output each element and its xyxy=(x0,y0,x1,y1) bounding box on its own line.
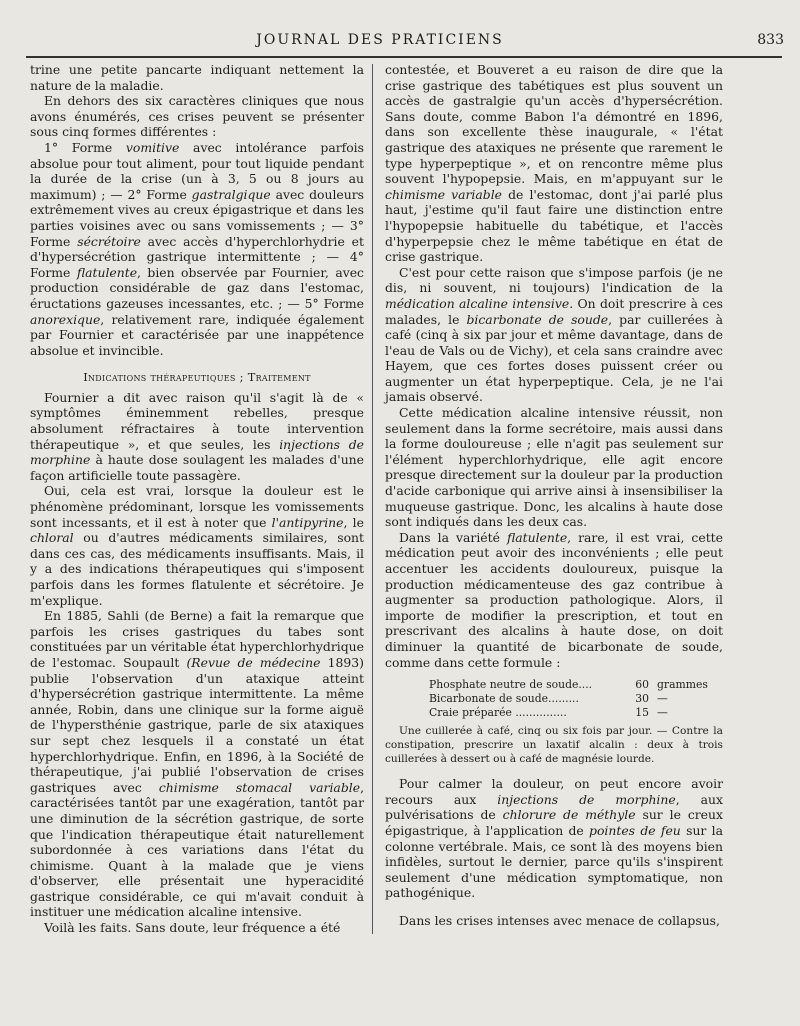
paragraph: contestée, et Bouveret a eu raison de dire que la crise gastrique des tabétiques est plus souvent un accès de gastralgie qu'un accès d'hypersécrétion. Sans doute, comme Babon l'a démontré en 1896, dans son excellente thèse inaugurale, « l'état gastrique des ataxiques ne présente que rarement le type hyperpeptique », et on rencontre même plus souvent l'hypopepsie. Mais, en m'appuyant sur le chimisme variable de l'estomac, dont j'ai parlé plus haut, j'estime qu'il faut faire une distinction entre l'hypopepsie habituelle du tabétique, et l'accès d'hyperpepsie chez le même tabétique en état de crise gastrique. xyxy=(385,62,723,265)
section-heading: Indications thérapeutiques ; Traitement xyxy=(83,370,311,385)
paragraph: Oui, cela est vrai, lorsque la douleur est le phénomène prédominant, lorsque les vomissements sont incessants, et il est à noter que l'antipyrine, le chloral ou d'autres médicaments similaires, sont dans ces cas, des médicaments insuffisants. Mais, il y a des indications thérapeutiques qui s'imposent parfois dans les formes flatulente et sécrétoire. Je m'explique. xyxy=(30,483,364,608)
column-divider xyxy=(372,64,373,934)
ingredient-qty: 60 xyxy=(635,678,649,692)
formula-row xyxy=(429,678,723,692)
paragraph: Pour calmer la douleur, on peut encore avoir recours aux injections de morphine, aux pulvérisations de chlorure de méthyle sur le creux épigastrique, à l'application de pointes de feu sur la colonne vertébrale. Mais, ce sont là des moyens bien infidèles, surtout le dernier, parce qu'ils s'inspirent seulement d'une médication symptomatique, non pathogénique. xyxy=(385,776,724,901)
paragraph: En 1885, Sahli (de Berne) a fait la remarque que parfois les crises gastriques du tabes sont constituées par un véritable état hyperchlorhydrique de l'estomac. Soupault (Revue de médecine 1893) publie l'observation d'un ataxique atteint d'hypersécrétion gastrique intermittente. La même année, Robin, dans une clinique sur la forme aiguë de l'hypersthénie gastrique, parle de six ataxiques sur sept chez lesquels il a constaté un état hyperchlorhydrique. Enfin, en 1896, à la Société de thérapeutique, j'ai publié l'observation de crises gastriques avec chimisme stomacal variable, caractérisées tantôt par une exagération, tantôt par une diminution de la sécrétion gastrique, de sorte que l'indication thérapeutique était naturellement subordonnée à ces variations dans l'état du chimisme. Quant à la malade que je viens d'observer, elle présentait une hyperacidité gastrique considérable, ce qui m'avait conduit à instituer une médication alcaline intensive. xyxy=(30,608,365,920)
paragraph: Dans la variété flatulente, rare, il est vrai, cette médication peut avoir des inconvénients ; elle peut accentuer les accidents douloureux, puisque la production médicamenteuse des gaz contribue à augmenter sa production pathologique. Alors, il importe de modifier la prescription, et tout en prescrivant des alcalins à haute dose, on doit diminuer la quantité de bicarbonate de soude, comme dans cette formule : xyxy=(385,529,723,670)
header-rule xyxy=(26,56,782,58)
formula-note: Une cuillerée à café, cinq ou six fois par jour. — Contre la constipation, prescrire un laxatif alcalin : deux à trois cuillerées à dessert ou à café de magnésie lourde. xyxy=(385,725,723,766)
paragraph: Cette médication alcaline intensive réussit, non seulement dans la forme secrétoire, mais aussi dans la forme douloureuse ; elle n'agit pas seulement sur l'élément hyperchlorhydrique, elle agit encore presque directement sur la douleur par la production d'acide carbonique qui arrive ainsi à insensibiliser la muqueuse gastrique. Donc, les alcalins à haute dose sont indiqués dans les deux cas. xyxy=(385,405,723,530)
ingredient-name: Phosphate neutre de soude.... xyxy=(429,678,593,692)
paragraph: trine une petite pancarte indiquant nettement la nature de la maladie. xyxy=(30,62,364,93)
paragraph: Fournier a dit avec raison qu'il s'agit là de « symptômes éminemment rebelles, presque absolument réfractaires à toute intervention thérapeutique », et que seules, les injections de morphine à haute dose soulagent les malades d'une façon artificielle toute passagère. xyxy=(30,389,364,483)
left-column xyxy=(30,62,364,936)
paragraph: En dehors des six caractères cliniques que nous avons énumérés, ces crises peuvent se présenter sous cinq formes différentes : xyxy=(30,93,364,140)
prescription-formula xyxy=(429,678,723,720)
running-title: JOURNAL DES PRATICIENS xyxy=(256,32,504,48)
page-header xyxy=(0,30,800,54)
paragraph: C'est pour cette raison que s'impose parfois (je ne dis, ni souvent, ni toujours) l'indication de la médication alcaline intensive. On doit prescrire à ces malades, le bicarbonate de soude, par cuillerées à café (cinq à six par jour et même davantage, dans de l'eau de Vals ou de Vichy), et cela sans craindre avec Hayem, que ces fortes doses puissent créer ou augmenter un état hyperpeptique. Cela, je ne l'ai jamais observé. xyxy=(385,264,724,405)
paragraph: Voilà les faits. Sans doute, leur fréquence a été xyxy=(44,920,341,936)
ingredient-qty: 30 xyxy=(635,692,649,706)
ingredient-name: Craie préparée ............... xyxy=(429,706,567,720)
ingredient-unit: — xyxy=(657,706,668,720)
forms-paragraph: 1° Forme vomitive avec intolérance parfois absolue pour tout aliment, pour tout liquide pendant la durée de la crise (un à 3, 5 ou 8 jours au maximum) ; — 2° Forme gastralgique avec douleurs extrêmement vives au creux épigastrique et dans les parties voisines avec ou sans vomissements ; — 3° Forme sécrétoire avec accès d'hyperchlorhydrie et d'hypersécrétion gastrique intermittente ; — 4° Forme flatulente, bien observée par Fournier, avec production considérable de gaz dans l'estomac, éructations gazeuses incessantes, etc. ; — 5° Forme anorexique, relativement rare, indiquée également par Fournier et caractérisée par une inappétence absolue et invincible. xyxy=(30,139,365,358)
ingredient-name: Bicarbonate de soude......... xyxy=(429,692,579,706)
formula-row xyxy=(429,706,723,720)
paragraph: Dans les crises intenses avec menace de collapsus, xyxy=(399,912,720,928)
ingredient-unit: grammes xyxy=(657,678,708,692)
right-column xyxy=(385,62,723,929)
page-number: 833 xyxy=(757,32,784,48)
ingredient-qty: 15 xyxy=(635,706,649,720)
formula-row xyxy=(429,692,723,706)
ingredient-unit: — xyxy=(657,692,668,706)
